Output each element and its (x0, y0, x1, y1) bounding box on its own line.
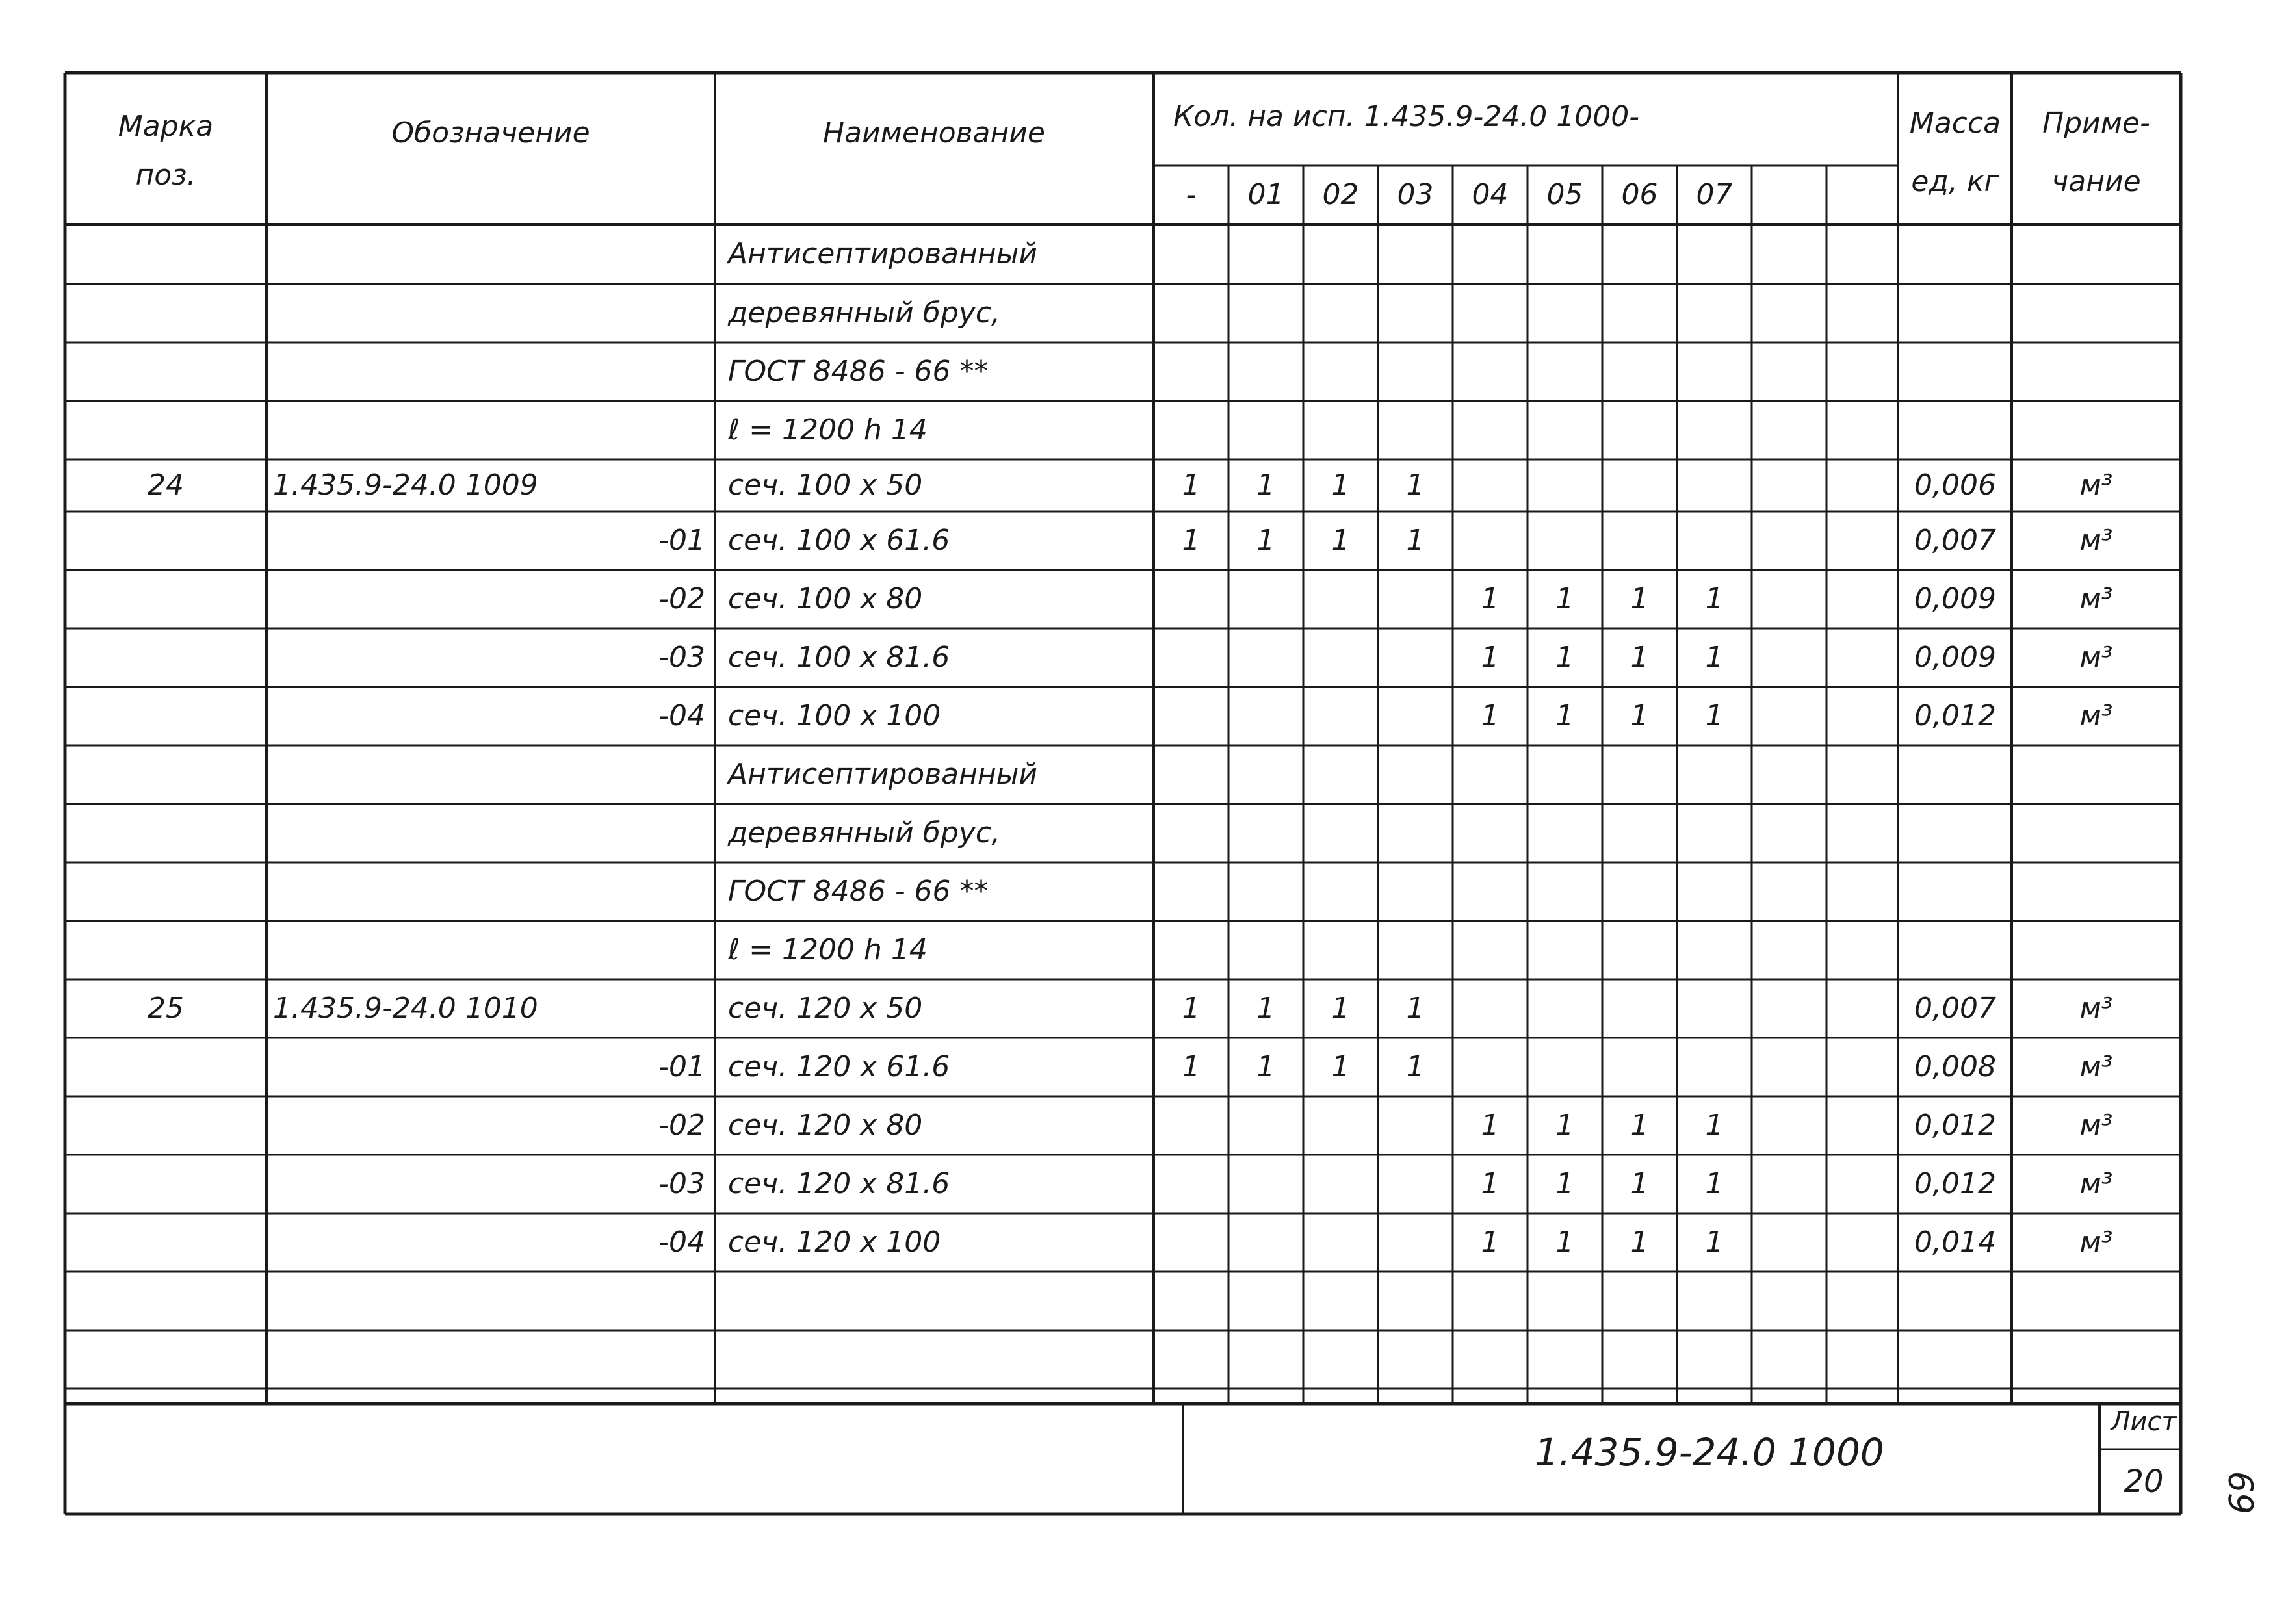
row-5-mass: 0,007 (1914, 524, 1996, 557)
row-14-mass: 0,008 (1914, 1050, 1996, 1083)
row-0-name: Антисептированный (728, 237, 1037, 270)
row-4-mark: 24 (148, 469, 184, 502)
row-13-qty-3: 1 (1406, 992, 1425, 1025)
row-16-mass: 0,012 (1914, 1167, 1996, 1200)
row-7-note: м³ (2079, 641, 2113, 674)
row-15-qty-6: 1 (1630, 1109, 1649, 1142)
row-8-mass: 0,012 (1914, 699, 1996, 732)
row-8-qty-6: 1 (1630, 699, 1649, 732)
row-4-note: м³ (2079, 469, 2113, 502)
row-7-designation: -03 (658, 641, 705, 674)
margin-mark: 69 (2223, 1471, 2262, 1514)
row-5-qty-0: 1 (1182, 524, 1201, 557)
header-variant-0: - (1186, 178, 1197, 211)
row-17-qty-7: 1 (1705, 1226, 1724, 1259)
row-14-qty-0: 1 (1182, 1050, 1201, 1083)
row-17-qty-5: 1 (1555, 1226, 1574, 1259)
row-5-qty-1: 1 (1256, 524, 1275, 557)
row-4-qty-1: 1 (1256, 469, 1275, 502)
row-5-note: м³ (2079, 524, 2113, 557)
row-16-qty-6: 1 (1630, 1167, 1649, 1200)
header-variant-2: 02 (1322, 178, 1359, 211)
row-15-qty-7: 1 (1705, 1109, 1724, 1142)
header-note-2: чание (2051, 165, 2141, 198)
row-17-designation: -04 (658, 1226, 705, 1259)
row-4-qty-0: 1 (1182, 469, 1201, 502)
row-17-name: сеч. 120 x 100 (728, 1226, 941, 1259)
row-11-name: ГОСТ 8486 - 66 ** (728, 875, 989, 908)
sheet-label: Лист (2111, 1407, 2177, 1437)
doc-code: 1.435.9-24.0 1000 (1535, 1430, 1884, 1475)
row-6-name: сеч. 100 x 80 (728, 582, 923, 615)
header-variant-5: 05 (1546, 178, 1583, 211)
row-5-name: сеч. 100 x 61.6 (728, 524, 950, 557)
header-variant-3: 03 (1397, 178, 1434, 211)
row-7-qty-6: 1 (1630, 641, 1649, 674)
header-variant-4: 04 (1472, 178, 1509, 211)
row-1-name: деревянный брус, (728, 296, 1001, 329)
row-7-qty-5: 1 (1555, 641, 1574, 674)
row-7-mass: 0,009 (1914, 641, 1996, 674)
row-13-qty-2: 1 (1331, 992, 1350, 1025)
header-variant-1: 01 (1247, 178, 1284, 211)
row-6-qty-6: 1 (1630, 582, 1649, 615)
row-13-mass: 0,007 (1914, 992, 1996, 1025)
header-name: Наименование (823, 116, 1045, 149)
row-13-note: м³ (2079, 992, 2113, 1025)
row-17-mass: 0,014 (1914, 1226, 1996, 1259)
header-mark: Марка (118, 110, 214, 143)
row-2-name: ГОСТ 8486 - 66 ** (728, 355, 989, 388)
row-7-name: сеч. 100 x 81.6 (728, 641, 950, 674)
row-5-qty-2: 1 (1331, 524, 1350, 557)
row-8-name: сеч. 100 x 100 (728, 699, 941, 732)
row-14-qty-1: 1 (1256, 1050, 1275, 1083)
row-14-designation: -01 (658, 1050, 705, 1083)
row-12-name: ℓ = 1200 h 14 (728, 933, 928, 966)
row-4-qty-3: 1 (1406, 469, 1425, 502)
row-10-name: деревянный брус, (728, 816, 1001, 849)
row-15-note: м³ (2079, 1109, 2113, 1142)
row-16-designation: -03 (658, 1167, 705, 1200)
row-13-name: сеч. 120 x 50 (728, 992, 923, 1025)
sheet-number: 20 (2124, 1463, 2164, 1500)
header-qty-title: Кол. на исп. 1.435.9-24.0 1000- (1173, 100, 1640, 133)
header-note: Приме- (2042, 107, 2150, 140)
row-17-note: м³ (2079, 1226, 2113, 1259)
row-15-qty-5: 1 (1555, 1109, 1574, 1142)
row-15-designation: -02 (658, 1109, 705, 1142)
row-16-qty-7: 1 (1705, 1167, 1724, 1200)
row-16-name: сеч. 120 x 81.6 (728, 1167, 950, 1200)
row-13-designation: 1.435.9-24.0 1010 (273, 992, 538, 1025)
row-6-designation: -02 (658, 582, 705, 615)
row-17-qty-6: 1 (1630, 1226, 1649, 1259)
row-4-qty-2: 1 (1331, 469, 1350, 502)
header-pos: поз. (135, 159, 196, 192)
row-5-qty-3: 1 (1406, 524, 1425, 557)
row-4-mass: 0,006 (1914, 469, 1996, 502)
row-5-designation: -01 (658, 524, 705, 557)
row-4-designation: 1.435.9-24.0 1009 (273, 469, 538, 502)
row-8-qty-4: 1 (1481, 699, 1500, 732)
row-9-name: Антисептированный (728, 758, 1037, 791)
row-7-qty-4: 1 (1481, 641, 1500, 674)
row-16-qty-4: 1 (1481, 1167, 1500, 1200)
row-6-qty-7: 1 (1705, 582, 1724, 615)
row-14-note: м³ (2079, 1050, 2113, 1083)
row-14-name: сеч. 120 x 61.6 (728, 1050, 950, 1083)
header-designation: Обозначение (391, 116, 590, 149)
row-3-name: ℓ = 1200 h 14 (728, 413, 928, 446)
row-6-note: м³ (2079, 582, 2113, 615)
row-15-name: сеч. 120 x 80 (728, 1109, 923, 1142)
row-15-qty-4: 1 (1481, 1109, 1500, 1142)
row-16-qty-5: 1 (1555, 1167, 1574, 1200)
row-17-qty-4: 1 (1481, 1226, 1500, 1259)
row-8-designation: -04 (658, 699, 705, 732)
header-variant-6: 06 (1621, 178, 1658, 211)
row-6-mass: 0,009 (1914, 582, 1996, 615)
row-7-qty-7: 1 (1705, 641, 1724, 674)
row-15-mass: 0,012 (1914, 1109, 1996, 1142)
row-6-qty-4: 1 (1481, 582, 1500, 615)
header-mass: Масса (1909, 107, 2001, 140)
row-4-name: сеч. 100 x 50 (728, 469, 923, 502)
row-14-qty-2: 1 (1331, 1050, 1350, 1083)
row-8-qty-7: 1 (1705, 699, 1724, 732)
row-16-note: м³ (2079, 1167, 2113, 1200)
header-variant-7: 07 (1696, 178, 1733, 211)
row-6-qty-5: 1 (1555, 582, 1574, 615)
row-8-qty-5: 1 (1555, 699, 1574, 732)
row-8-note: м³ (2079, 699, 2113, 732)
row-13-mark: 25 (148, 992, 184, 1025)
header-mass-unit: ед, кг (1911, 165, 1999, 198)
row-13-qty-1: 1 (1256, 992, 1275, 1025)
row-14-qty-3: 1 (1406, 1050, 1425, 1083)
row-13-qty-0: 1 (1182, 992, 1201, 1025)
